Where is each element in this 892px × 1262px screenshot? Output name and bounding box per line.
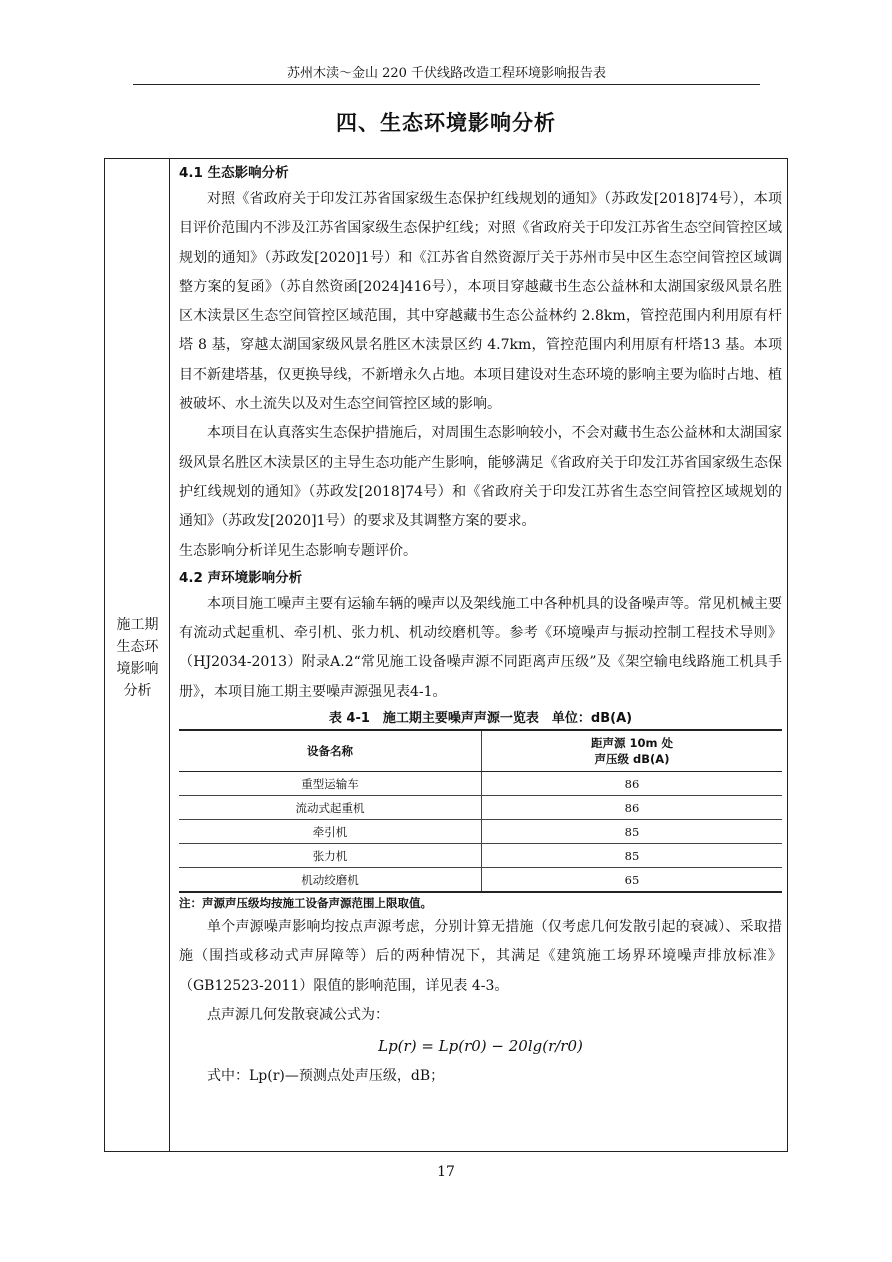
column-header-level xyxy=(482,730,783,772)
page-number: 17 xyxy=(437,1164,455,1180)
table-header-row xyxy=(179,730,782,772)
sound-level: 86 xyxy=(482,772,783,796)
paragraph: 生态影响分析详见生态影响专题评价。 xyxy=(179,542,417,559)
analysis-table-frame xyxy=(104,158,788,1152)
left-column xyxy=(105,159,170,1151)
noise-source-table xyxy=(179,729,782,893)
left-column-label xyxy=(105,614,170,702)
table-row xyxy=(179,820,782,844)
heading-4-1: 4.1 生态影响分析 xyxy=(179,165,289,181)
sound-level: 85 xyxy=(482,844,783,868)
paragraph: 对照《省政府关于印发江苏省国家级生态保护红线规划的通知》（苏政发[2018]74号），本项目评价范围内不涉及江苏省国家级生态保护红线；对照《省政府关于印发江苏省生态空间管控区域规划的通知》（苏政发[2020]1号）和《江苏省自然资源厅关于苏州市吴中区生态空间管控区域调整方案的复函》（苏自然资函[2024]416号），本项目穿越藏书生态公益林和太湖国家级风景名胜区木渎景区生态空间管控区域范围，其中穿越藏书生态公益林约 2.8km，管控范围内利用原有杆塔 8 基，穿越太湖国家级风景名胜区木渎景区约 4.7km，管控范围内利用原有杆塔13 基。本项目不新建塔基，仅更换导线，不新增永久占地。本项目建设对生态环境的影响主要为临时占地、植被破坏、水土流失以及对生态空间管控区域的影响。 xyxy=(179,191,782,413)
equipment-name: 重型运输车 xyxy=(179,772,482,796)
sound-level: 86 xyxy=(482,796,783,820)
column-header-line: 声压级 dB(A) xyxy=(594,752,670,767)
table-row xyxy=(179,844,782,868)
left-label-line: 分析 xyxy=(123,683,152,699)
attenuation-formula: Lp(r) = Lp(r0) − 20lg(r/r0) xyxy=(378,1037,583,1056)
content-column xyxy=(179,161,782,1092)
sound-level: 65 xyxy=(482,868,783,893)
left-label-line: 境影响 xyxy=(116,661,159,677)
equipment-name: 机动绞磨机 xyxy=(179,868,482,893)
equipment-name: 张力机 xyxy=(179,844,482,868)
column-header-equipment: 设备名称 xyxy=(179,730,482,772)
table-row xyxy=(179,772,782,796)
paragraph: 点声源几何发散衰减公式为： xyxy=(207,1006,389,1023)
running-header: 苏州木渎～金山 220 千伏线路改造工程环境影响报告表 xyxy=(133,62,760,85)
paragraph: 本项目在认真落实生态保护措施后，对周围生态影响较小，不会对藏书生态公益林和太湖国家级风景名胜区木渎景区的主导生态功能产生影响，能够满足《省政府关于印发江苏省国家级生态保护红线规划的通知》（苏政发[2018]74号）和《省政府关于印发江苏省生态空间管控区域规划的通知》（苏政发[2020]1号）的要求及其调整方案的要求。 xyxy=(179,425,782,530)
table-row xyxy=(179,796,782,820)
paragraph: 单个声源噪声影响均按点声源考虑，分别计算无措施（仅考虑几何发散引起的衰减）、采取措施（围挡或移动式声屏障等）后的两种情况下，其满足《建筑施工场界环境噪声排放标准》（GB12523-2011）限值的影响范围，详见表 4-3。 xyxy=(179,919,782,994)
heading-4-2: 4.2 声环境影响分析 xyxy=(179,569,303,586)
table-caption: 表 4-1 施工期主要噪声声源一览表 单位：dB(A) xyxy=(328,711,633,727)
table-note: 注：声源声压级均按施工设备声源范围上限取值。 xyxy=(179,896,432,911)
left-label-line: 施工期 xyxy=(116,617,159,633)
equipment-name: 牵引机 xyxy=(179,820,482,844)
table-row xyxy=(179,868,782,893)
paragraph: 式中：Lp(r)—预测点处声压级，dB； xyxy=(207,1068,445,1085)
column-header-line: 距声源 10m 处 xyxy=(591,736,673,751)
section-title: 四、生态环境影响分析 xyxy=(336,111,556,135)
equipment-name: 流动式起重机 xyxy=(179,796,482,820)
sound-level: 85 xyxy=(482,820,783,844)
paragraph: 本项目施工噪声主要有运输车辆的噪声以及架线施工中各种机具的设备噪声等。常见机械主要有流动式起重机、牵引机、张力机、机动绞磨机等。参考《环境噪声与振动控制工程技术导则》（HJ2034-2013）附录A.2“常见施工设备噪声源不同距离声压级”及《架空输电线路施工机具手册》，本项目施工期主要噪声源强见表4-1。 xyxy=(179,595,782,700)
left-label-line: 生态环 xyxy=(116,639,159,655)
